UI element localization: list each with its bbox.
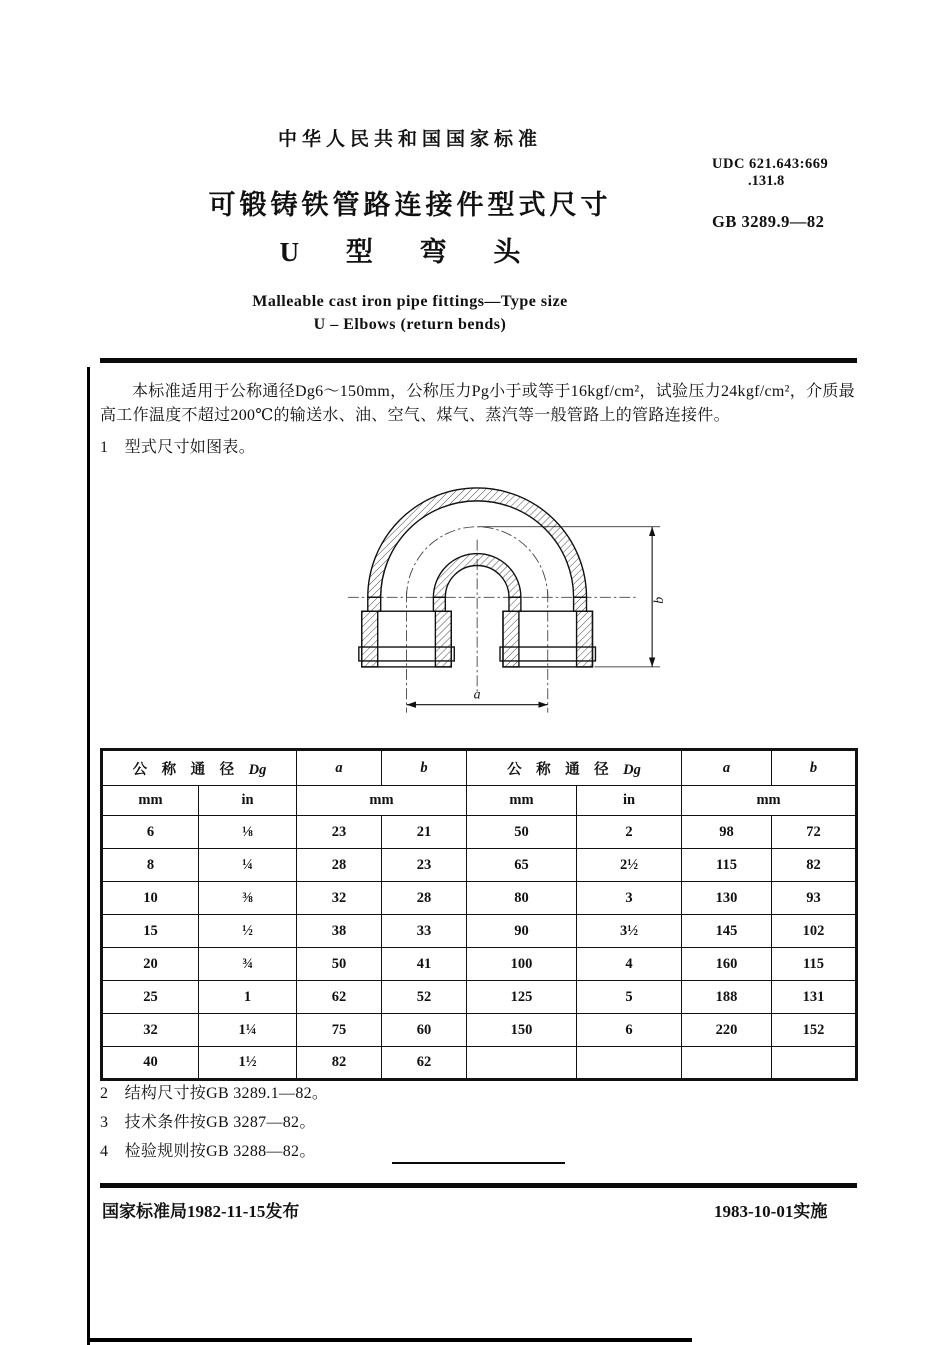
table-header-row-2 [102, 786, 857, 816]
unit-mm-ab-right: mm [682, 786, 857, 816]
cell: ¾ [199, 948, 297, 981]
dimension-a [407, 688, 548, 705]
document-subtitle-cn: U 型 弯 头 [279, 237, 541, 267]
cell: 2½ [577, 849, 682, 882]
cell: 60 [382, 1014, 467, 1047]
table-row [102, 1047, 857, 1080]
header-dg-right [467, 750, 682, 786]
cell: 1¼ [199, 1014, 297, 1047]
cell: 3½ [577, 915, 682, 948]
cell: 100 [467, 948, 577, 981]
cell [577, 1047, 682, 1080]
cell: 1½ [199, 1047, 297, 1080]
cell: 145 [682, 915, 772, 948]
bottom-rule [100, 1183, 857, 1188]
section-1-line: 1 型式尺寸如图表。 [100, 438, 256, 456]
cell: 220 [682, 1014, 772, 1047]
cell: 160 [682, 948, 772, 981]
unit-mm-left: mm [102, 786, 199, 816]
cell: 152 [772, 1014, 857, 1047]
intro-block [100, 380, 862, 460]
centerlines [348, 527, 638, 713]
table-row [102, 981, 857, 1014]
intro-paragraph: 本标准适用于公称通径Dg6～150mm，公称压力Pg小于或等于16kgf/cm²，试验压力24kgf/cm²，介质最高工作温度不超过200℃的输送水、油、空气、煤气、蒸汽等一般管路上的管路连接件。 [100, 383, 855, 425]
cell: ½ [199, 915, 297, 948]
cell: 28 [297, 849, 382, 882]
cell: 1 [199, 981, 297, 1014]
dimension-b-label: b [652, 596, 668, 604]
separator-line [392, 1162, 565, 1164]
top-rule [100, 358, 857, 363]
cell: 41 [382, 948, 467, 981]
header-b-left: b [382, 750, 467, 786]
cell: 3 [577, 882, 682, 915]
table-row [102, 1014, 857, 1047]
unit-in-right: in [577, 786, 682, 816]
cell: 23 [297, 816, 382, 849]
cell: 25 [102, 981, 199, 1014]
note-3: 3 技术条件按GB 3287—82。 [100, 1113, 316, 1131]
header-a-right: a [682, 750, 772, 786]
table-row [102, 849, 857, 882]
cell: 125 [467, 981, 577, 1014]
cell: 28 [382, 882, 467, 915]
dimension-table [100, 748, 858, 1081]
header-block [95, 124, 725, 334]
note-2: 2 结构尺寸按GB 3289.1—82。 [100, 1085, 329, 1102]
figure-block [328, 478, 676, 727]
cell: 72 [772, 816, 857, 849]
cell: 82 [297, 1047, 382, 1080]
cell: ⅛ [199, 816, 297, 849]
implementation-date: 1983-10-01实施 [714, 1202, 828, 1221]
cell: 38 [297, 915, 382, 948]
udc-code-line1: UDC 621.643:669 [712, 156, 829, 172]
cell: 62 [382, 1047, 467, 1080]
cell: 21 [382, 816, 467, 849]
cell: 65 [467, 849, 577, 882]
cell: 20 [102, 948, 199, 981]
cell: 2 [577, 816, 682, 849]
cell [772, 1047, 857, 1080]
cell: 130 [682, 882, 772, 915]
cell: 6 [102, 816, 199, 849]
issue-date: 国家标准局1982-11-15发布 [102, 1202, 300, 1221]
cell: 33 [382, 915, 467, 948]
cell: ⅜ [199, 882, 297, 915]
header-a-left: a [297, 750, 382, 786]
table-row [102, 915, 857, 948]
table-row [102, 816, 857, 849]
cell: 6 [577, 1014, 682, 1047]
header-b-right: b [772, 750, 857, 786]
dg-symbol: Dg [623, 761, 641, 778]
cell: 50 [297, 948, 382, 981]
standard-number: GB 3289.9—82 [712, 212, 825, 231]
cell: 50 [467, 816, 577, 849]
document-title-cn: 可锻铸铁管路连接件型式尺寸 [208, 190, 612, 220]
document-subtitle-en: U – Elbows (return bends) [313, 316, 507, 333]
standard-reference-block [712, 156, 877, 232]
dg-symbol: Dg [248, 761, 267, 778]
cell: 23 [382, 849, 467, 882]
cell: 188 [682, 981, 772, 1014]
cell: 115 [682, 849, 772, 882]
table-row [102, 948, 857, 981]
unit-in-left: in [199, 786, 297, 816]
cell: 98 [682, 816, 772, 849]
cell: 62 [297, 981, 382, 1014]
cell [467, 1047, 577, 1080]
cell: 131 [772, 981, 857, 1014]
cell: 40 [102, 1047, 199, 1080]
dg-label: 公 称 通 径 [507, 761, 609, 778]
notes-block [100, 1080, 328, 1166]
cell: 10 [102, 882, 199, 915]
cell: 93 [772, 882, 857, 915]
u-bend-diagram [328, 478, 676, 727]
udc-code-line2: .131.8 [748, 173, 785, 189]
cell [682, 1047, 772, 1080]
header-dg-left [102, 750, 297, 786]
org-title: 中华人民共和国国家标准 [277, 129, 542, 150]
cell: 82 [772, 849, 857, 882]
cell: ¼ [199, 849, 297, 882]
cell: 32 [102, 1014, 199, 1047]
table-header-row-1 [102, 750, 857, 786]
cell: 52 [382, 981, 467, 1014]
document-title-en: Malleable cast iron pipe fittings—Type size [252, 293, 568, 310]
cell: 102 [772, 915, 857, 948]
dg-label: 公 称 通 径 [132, 761, 235, 778]
cell: 15 [102, 915, 199, 948]
cell: 32 [297, 882, 382, 915]
scan-edge-bottom [87, 1338, 692, 1342]
note-4: 4 检验规则按GB 3288—82。 [100, 1142, 316, 1160]
scan-edge-left [87, 367, 90, 1345]
cell: 115 [772, 948, 857, 981]
cell: 8 [102, 849, 199, 882]
cell: 90 [467, 915, 577, 948]
cell: 5 [577, 981, 682, 1014]
cell: 80 [467, 882, 577, 915]
unit-mm-ab-left: mm [297, 786, 467, 816]
cell: 4 [577, 948, 682, 981]
dimension-a-label: a [473, 687, 481, 703]
cell: 150 [467, 1014, 577, 1047]
cell: 75 [297, 1014, 382, 1047]
unit-mm-right: mm [467, 786, 577, 816]
table-row [102, 882, 857, 915]
